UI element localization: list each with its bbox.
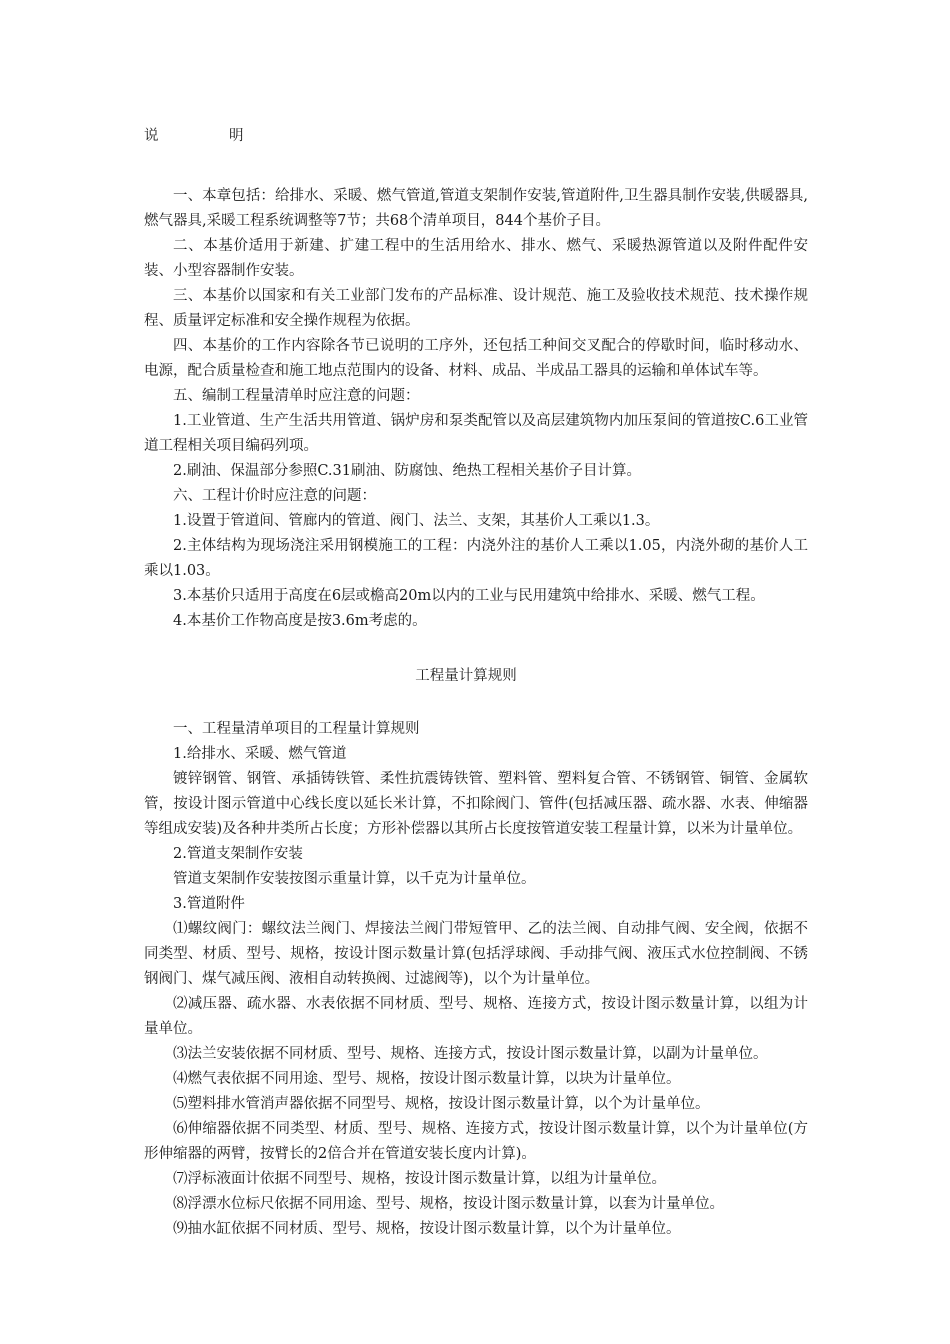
paragraph: ⑶法兰安装依据不同材质、型号、规格、连接方式，按设计图示数量计算，以副为计量单位。 [173,1046,768,1062]
paragraph: 4.本基价工作物高度是按3.6m考虑的。 [173,613,427,629]
paragraph: 2.刷油、保温部分参照C.31刷油、防腐蚀、绝热工程相关基价子目计算。 [173,463,641,479]
paragraph: 1.设置于管道间、管廊内的管道、阀门、法兰、支架，其基价人工乘以1.3。 [173,513,660,529]
paragraph: 1.工业管道、生产生活共用管道、锅炉房和泵类配管以及高层建筑物内加压泵间的管道按C.6工业管道工程相关项目编码列项。 [144,413,808,454]
paragraph: ⑴螺纹阀门：螺纹法兰阀门、焊接法兰阀门带短管甲、乙的法兰阀、自动排气阀、安全阀，依据不同类型、材质、型号、规格，按设计图示数量计算(包括浮球阀、手动排气阀、液压式水位控制阀、不锈钢阀门、煤气减压阀、液相自动转换阀、过滤阀等)，以个为计量单位。 [144,921,808,987]
paragraph: 六、工程计价时应注意的问题： [173,488,376,504]
paragraph: 3.本基价只适用于高度在6层或檐高20m以内的工业与民用建筑中给排水、采暖、燃气工程。 [173,588,765,604]
paragraph: 1.给排水、采暖、燃气管道 [173,746,347,762]
paragraph: ⑻浮漂水位标尺依据不同用途、型号、规格，按设计图示数量计算，以套为计量单位。 [173,1196,724,1212]
paragraph: 3.管道附件 [173,896,245,912]
paragraph: 管道支架制作安装按图示重量计算，以千克为计量单位。 [173,871,536,887]
paragraph: ⑼抽水缸依据不同材质、型号、规格，按设计图示数量计算，以个为计量单位。 [173,1221,681,1237]
paragraph: 镀锌钢管、钢管、承插铸铁管、柔性抗震铸铁管、塑料管、塑料复合管、不锈钢管、铜管、金属软管，按设计图示管道中心线长度以延长米计算，不扣除阀门、管件(包括减压器、疏水器、水表、伸缩器等组成安装)及各种井类所占长度；方形补偿器以其所占长度按管道安装工程量计算，以米为计量单位。 [144,771,808,837]
document-body [144,124,808,1242]
paragraph: 一、工程量清单项目的工程量计算规则 [173,721,420,737]
paragraph: ⑹伸缩器依据不同类型、材质、型号、规格、连接方式，按设计图示数量计算，以个为计量单位(方形伸缩器的两臂，按臂长的2倍合并在管道安装长度内计算)。 [144,1121,808,1162]
section-title-explanation: 说 明 [144,128,272,144]
paragraph: ⑸塑料排水管消声器依据不同型号、规格，按设计图示数量计算，以个为计量单位。 [173,1096,710,1112]
paragraph: 二、本基价适用于新建、扩建工程中的生活用给水、排水、燃气、采暖热源管道以及附件配件安装、小型容器制作安装。 [144,238,808,279]
paragraph: ⑺浮标液面计依据不同型号、规格，按设计图示数量计算，以组为计量单位。 [173,1171,666,1187]
paragraph: 2.管道支架制作安装 [173,846,303,862]
paragraph: ⑵减压器、疏水器、水表依据不同材质、型号、规格、连接方式，按设计图示数量计算，以组为计量单位。 [144,996,808,1037]
paragraph: 三、本基价以国家和有关工业部门发布的产品标准、设计规范、施工及验收技术规范、技术操作规程、质量评定标准和安全操作规程为依据。 [144,288,808,329]
paragraph: 五、编制工程量清单时应注意的问题： [173,388,420,404]
section-title-calculation-rules: 工程量计算规则 [415,668,517,684]
paragraph: 四、本基价的工作内容除各节已说明的工序外，还包括工种间交叉配合的停歇时间，临时移动水、电源，配合质量检查和施工地点范围内的设备、材料、成品、半成品工器具的运输和单体试车等。 [144,338,808,379]
paragraph: ⑷燃气表依据不同用途、型号、规格，按设计图示数量计算，以块为计量单位。 [173,1071,681,1087]
paragraph: 2.主体结构为现场浇注采用钢模施工的工程：内浇外注的基价人工乘以1.05，内浇外砌的基价人工乘以1.03。 [144,538,808,579]
paragraph: 一、本章包括：给排水、采暖、燃气管道,管道支架制作安装,管道附件,卫生器具制作安装,供暖器具,燃气器具,采暖工程系统调整等7节；共68个清单项目，844个基价子目。 [144,188,808,229]
